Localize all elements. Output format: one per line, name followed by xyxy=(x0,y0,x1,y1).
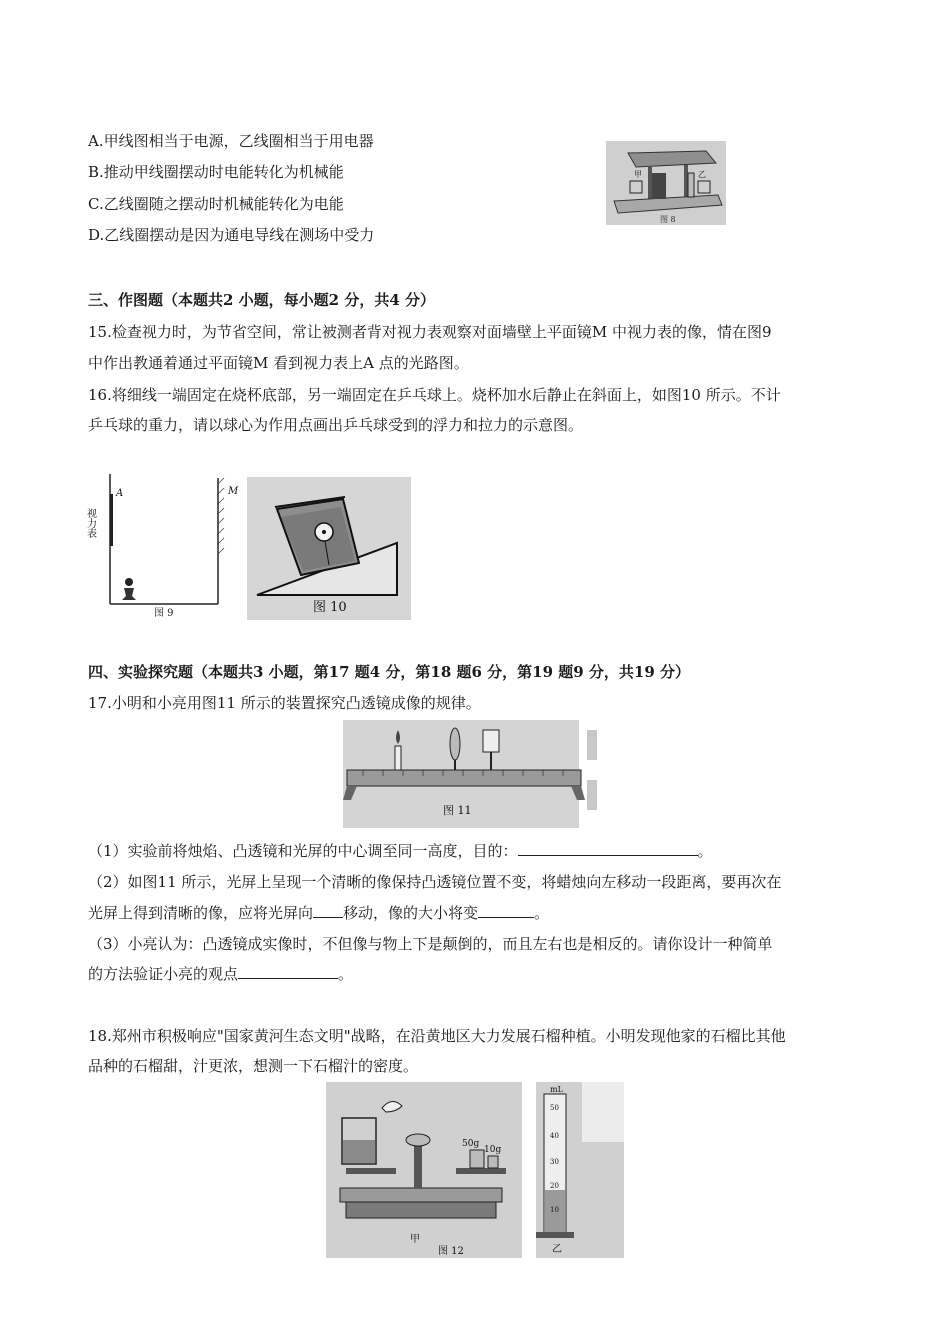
q17-part-3-line-2 xyxy=(88,964,353,984)
figure-10-caption: 图 10 xyxy=(313,600,347,615)
q17-part-2-text-c: 。 xyxy=(534,904,550,922)
figure-12-weight-50g: 50g xyxy=(462,1139,480,1149)
figure-8-drawing xyxy=(606,141,726,225)
figure-11-caption: 图 11 xyxy=(443,804,472,817)
section-3-heading: 三、作图题（本题共2 小题，每小题2 分，共4 分） xyxy=(88,291,435,309)
q15-line-1: 15.检查视力时，为节省空间，常让被测者背对视力表观察对面墙壁上平面镜M 中视力表的像，情在图9 xyxy=(88,323,772,341)
q17-part-3-text-a: 的方法验证小亮的观点 xyxy=(88,965,239,983)
q14-option-c: C.乙线圈随之摆动时机械能转化为电能 xyxy=(88,195,344,213)
figure-12-label-jia: 甲 xyxy=(410,1234,420,1245)
q15-line-2: 中作出教通着通过平面镜M 看到视力表上A 点的光路图。 xyxy=(88,354,469,372)
q17-part-1-end: 。 xyxy=(697,842,713,860)
figure-12-tick-50: 50 xyxy=(550,1104,559,1112)
figure-12-tick-30: 30 xyxy=(550,1158,559,1166)
q17-part-2-line-2 xyxy=(88,903,549,923)
q17-part-2-blank-size[interactable] xyxy=(478,903,534,918)
figure-9-drawing xyxy=(86,470,246,620)
figure-10-drawing xyxy=(247,477,411,620)
figure-12-weight-10g: 10g xyxy=(484,1145,502,1155)
figure-12-tick-20: 20 xyxy=(550,1182,559,1190)
q17-part-1-text: （1）实验前将烛焰、凸透镜和光屏的中心调至同一高度，目的： xyxy=(88,842,518,860)
figure-11-drawing xyxy=(343,720,605,828)
q18-line-2: 品种的石榴甜，汁更浓，想测一下石榴汁的密度。 xyxy=(88,1057,419,1075)
q17-part-3-text-b: 。 xyxy=(338,965,354,983)
q14-option-d: D.乙线圈摆动是因为通电导线在测场中受力 xyxy=(88,226,375,244)
q16-line-2: 乒乓球的重力，请以球心为作用点画出乒乓球受到的浮力和拉力的示意图。 xyxy=(88,416,584,434)
figure-8-label-yi: 乙 xyxy=(698,170,706,179)
figure-8 xyxy=(606,141,726,225)
q14-option-a: A.甲线图相当于电源，乙线圈相当于用电器 xyxy=(88,132,374,150)
figure-8-label-jia: 甲 xyxy=(634,170,642,179)
figure-9-chart-label: 视力表 xyxy=(84,508,96,538)
q17-part-2-line-1: （2）如图11 所示，光屏上呈现一个清晰的像保持凸透镜位置不变，将蜡烛向左移动一段距离，要再次在 xyxy=(88,873,782,891)
q18-line-1: 18.郑州市积极响应"国家黄河生态文明"战略，在沿黄地区大力发展石榴种植。小明发现他家的石榴比其他 xyxy=(88,1027,786,1045)
q16-line-1: 16.将细线一端固定在烧杯底部，另一端固定在乒乓球上。烧杯加水后静止在斜面上，如图10 所示。不计 xyxy=(88,386,781,404)
q17-part-2-text-a: 光屏上得到清晰的像，应将光屏向 xyxy=(88,904,314,922)
q17-part-3-line-1: （3）小亮认为：凸透镜成实像时，不但像与物上下是颠倒的，而且左右也是相反的。请你设计一种简单 xyxy=(88,935,773,953)
figure-10 xyxy=(247,477,411,620)
figure-9-label-m: M xyxy=(228,486,239,497)
q17-part-2-text-b: 移动，像的大小将变 xyxy=(343,904,479,922)
section-4-heading: 四、实验探究题（本题共3 小题，第17 题4 分，第18 题6 分，第19 题9 分，共19 分） xyxy=(88,663,691,681)
figure-12-cylinder-unit: mL xyxy=(550,1085,563,1094)
figure-9-label-a: A xyxy=(116,488,124,499)
q17-part-1 xyxy=(88,841,713,861)
q14-option-b: B.推动甲线圈摆动时电能转化为机械能 xyxy=(88,163,344,181)
figure-12 xyxy=(326,1082,624,1258)
figure-11 xyxy=(343,720,605,828)
figure-12-tick-10: 10 xyxy=(550,1206,559,1214)
q17-part-1-blank[interactable] xyxy=(518,841,698,856)
figure-9 xyxy=(86,470,246,620)
q17-intro: 17.小明和小亮用图11 所示的装置探究凸透镜成像的规律。 xyxy=(88,694,481,712)
figure-12-drawing xyxy=(326,1082,624,1258)
q17-part-3-blank[interactable] xyxy=(238,964,338,979)
figure-12-label-yi: 乙 xyxy=(552,1244,562,1255)
q17-part-2-blank-direction[interactable] xyxy=(313,903,343,918)
figure-12-tick-40: 40 xyxy=(550,1132,559,1140)
figure-12-caption: 图 12 xyxy=(438,1246,464,1257)
figure-9-caption: 图 9 xyxy=(154,608,174,619)
figure-8-caption: 图 8 xyxy=(660,215,676,224)
